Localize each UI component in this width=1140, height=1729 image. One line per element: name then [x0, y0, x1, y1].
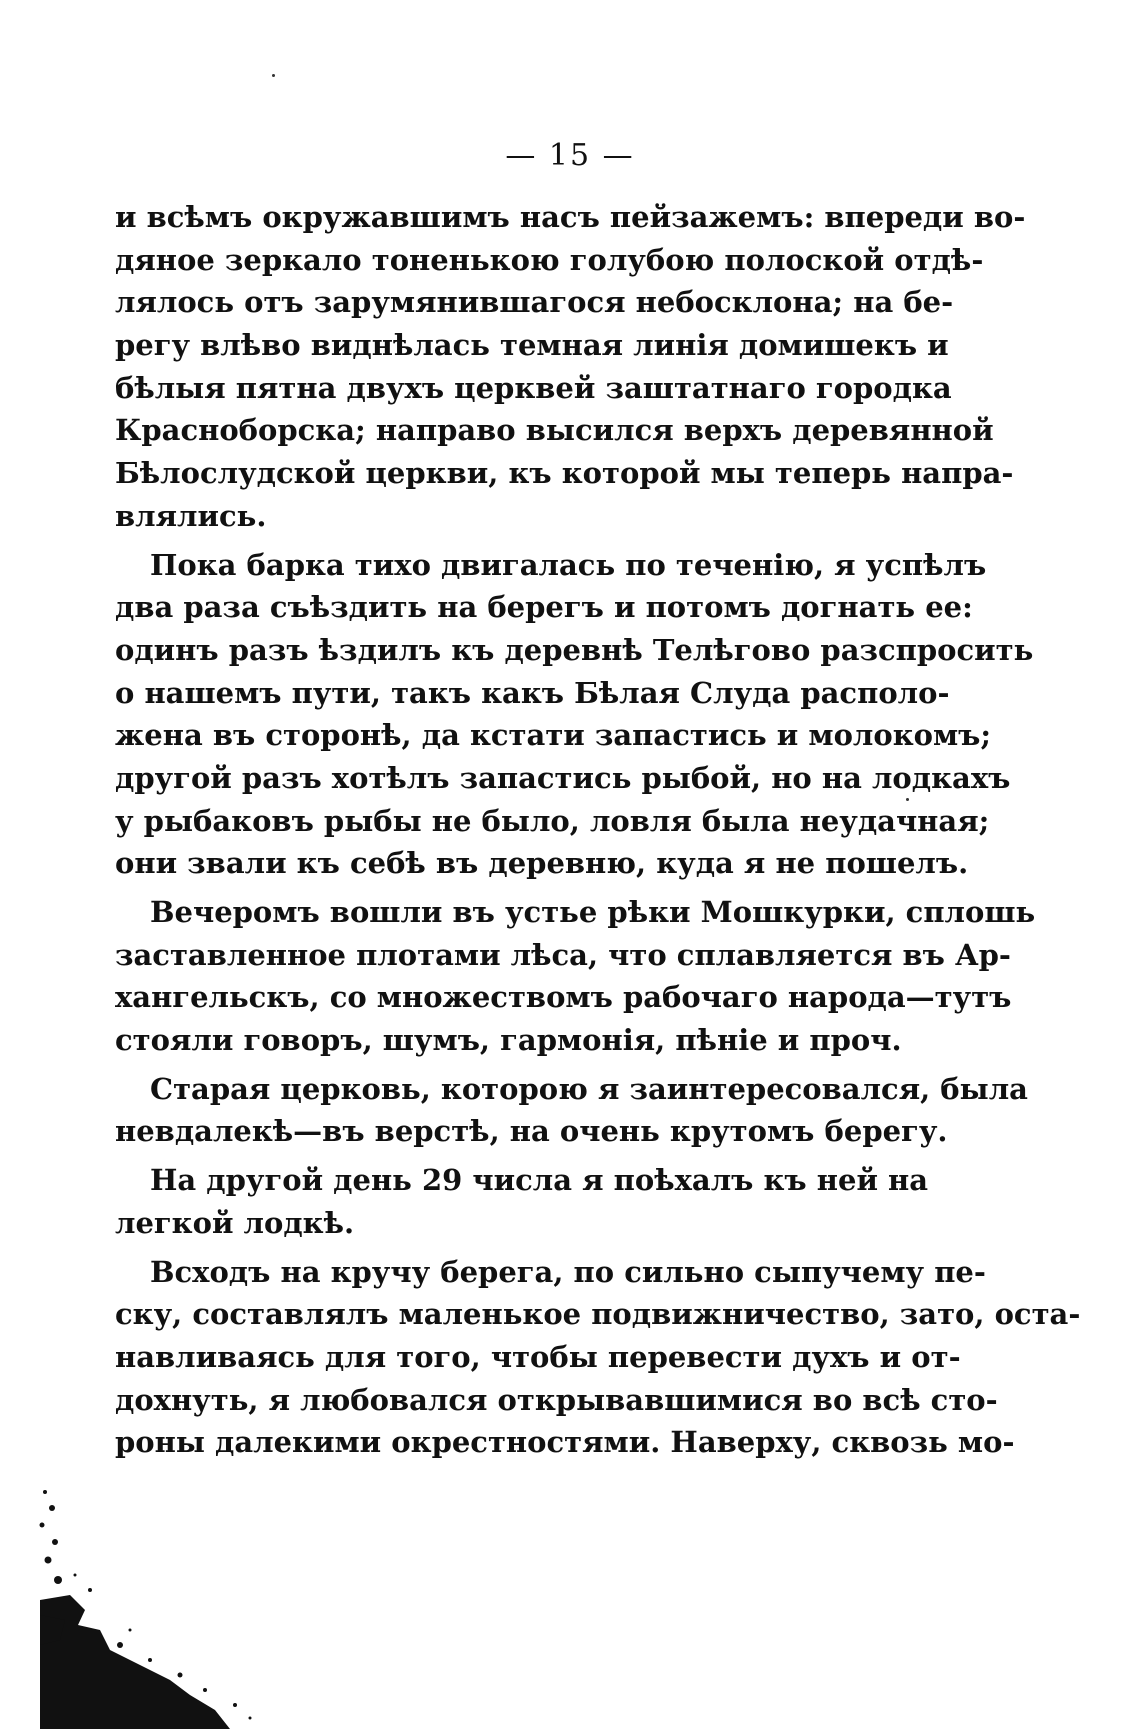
text-line: бѣлыя пятна двухъ церквей заштатнаго городка: [115, 370, 952, 405]
text-line: жена въ сторонѣ, да кстати запастись и молокомъ;: [115, 718, 992, 753]
text-line: другой разъ хотѣлъ запастись рыбой, но на лодкахъ: [115, 760, 1011, 795]
text-line: ску, составлялъ маленькое подвижничество, зато, оста-: [115, 1297, 1081, 1332]
text-line: стояли говоръ, шумъ, гармонія, пѣніе и проч.: [115, 1023, 902, 1058]
text-line: Бѣлослудской церкви, къ которой мы теперь напра-: [115, 456, 1014, 491]
text-line: Пока барка тихо двигалась по теченію, я успѣлъ: [150, 547, 987, 582]
text-line: роны далекими окрестностями. Наверху, сквозь мо-: [115, 1425, 1015, 1460]
text-line: легкой лодкѣ.: [115, 1205, 355, 1240]
scan-speck: [272, 74, 275, 77]
text-line: дяное зеркало тоненькою голубою полоской отдѣ-: [115, 242, 984, 277]
text-line: заставленное плотами лѣса, что сплавляется въ Ар-: [115, 937, 1011, 972]
text-line: регу влѣво виднѣлась темная линія домишекъ и: [115, 328, 949, 363]
text-line: они звали къ себѣ въ деревню, куда я не пошелъ.: [115, 846, 969, 881]
scan-speck: [906, 798, 909, 801]
text-line: о нашемъ пути, такъ какъ Бѣлая Слуда располо-: [115, 675, 950, 710]
text-line: хангельскъ, со множествомъ рабочаго народа—тутъ: [115, 980, 1012, 1015]
text-line: невдалекѣ—въ верстѣ, на очень крутомъ берегу.: [115, 1114, 948, 1149]
text-line: влялись.: [115, 498, 267, 533]
paragraph: [115, 1159, 929, 1244]
text-line: и всѣмъ окружавшимъ насъ пейзажемъ: впереди во-: [115, 200, 1026, 234]
text-line: одинъ разъ ѣздилъ къ деревнѣ Телѣгово разспросить: [115, 632, 1034, 667]
text-line: два раза съѣздить на берегъ и потомъ догнать ее:: [115, 590, 973, 625]
paragraph: [115, 1068, 1028, 1153]
paragraph: [115, 891, 1036, 1062]
paragraph: [115, 196, 1026, 538]
text-line: На другой день 29 числа я поѣхалъ къ ней на: [150, 1163, 929, 1198]
text-line: дохнуть, я любовался открывавшимися во всѣ сто-: [115, 1382, 998, 1417]
text-line: навливаясь для того, чтобы перевести духъ и от-: [115, 1339, 961, 1374]
scan-stain-mark: [30, 1480, 270, 1729]
text-line: лялось отъ зарумянившагося небосклона; на бе-: [115, 285, 954, 320]
text-line: Старая церковь, которою я заинтересовался, была: [150, 1071, 1028, 1106]
paragraph: [115, 544, 1034, 886]
paragraph: [115, 1251, 1081, 1464]
body-text: [115, 196, 1081, 1464]
text-line: Всходъ на кручу берега, по сильно сыпучему пе-: [150, 1254, 986, 1289]
text-line: Вечеромъ вошли въ устье рѣки Мошкурки, сплошь: [150, 895, 1036, 929]
text-line: Красноборска; направо высился верхъ деревянной: [115, 413, 994, 448]
text-line: у рыбаковъ рыбы не было, ловля была неудачная;: [115, 803, 990, 838]
page-number: — 15 —: [505, 138, 635, 173]
